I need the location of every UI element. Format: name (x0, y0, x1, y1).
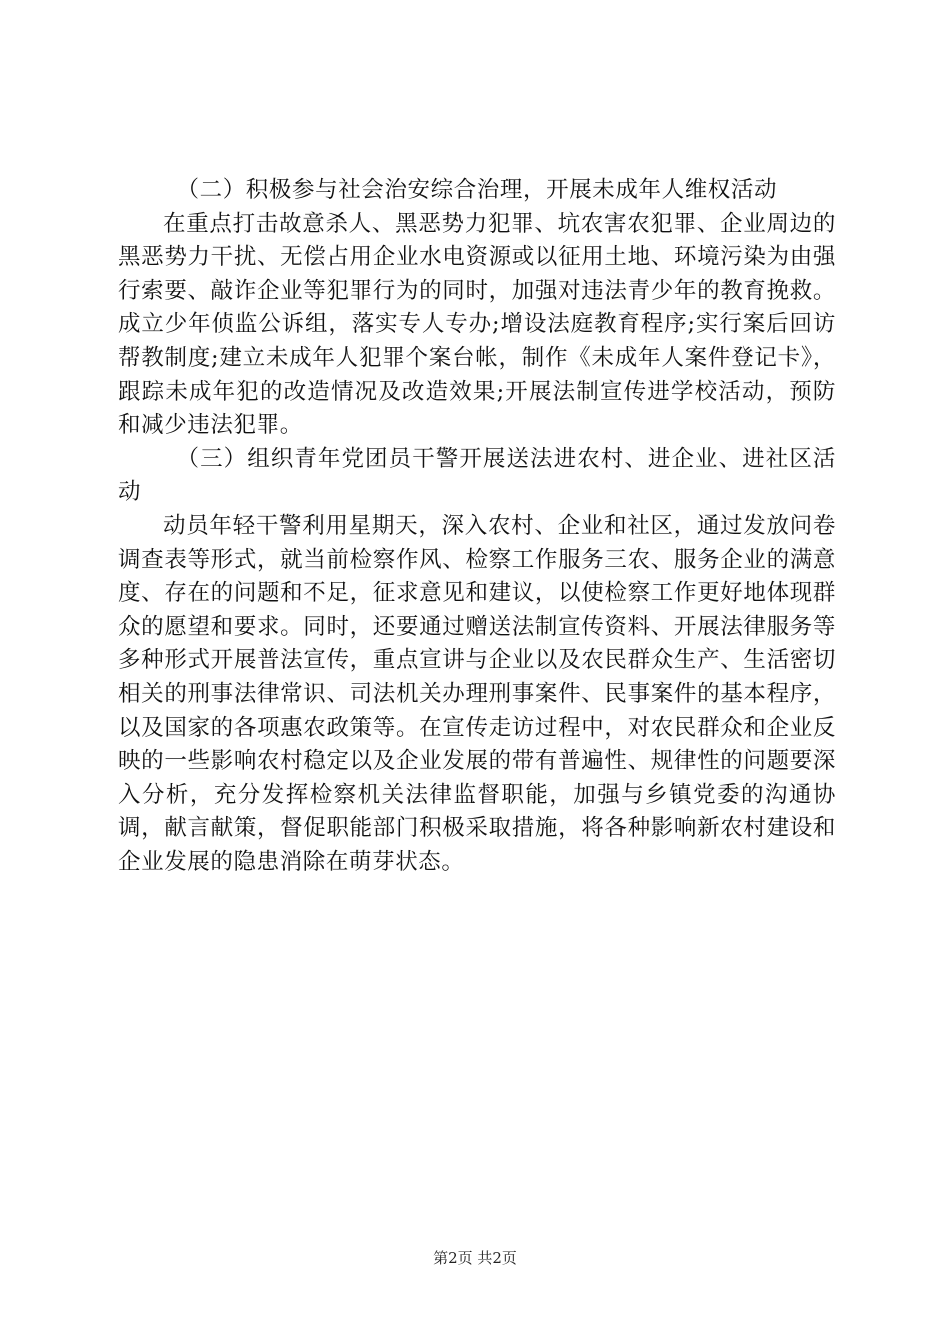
section-heading-2: （二）积极参与社会治安综合治理，开展未成年人维权活动 (176, 177, 778, 203)
document-body (118, 174, 836, 879)
section-paragraph-2: 在重点打击故意杀人、黑恶势力犯罪、坑农害农犯罪、企业周边的黑恶势力干扰、无偿占用企业水电资源或以征用土地、环境污染为由强行索要、敲诈企业等犯罪行为的同时，加强对违法青少年的教育挽救。成立少年侦监公诉组，落实专人专办;增设法庭教育程序;实行案后回访帮教制度;建立未成年人犯罪个案台帐，制作《未成年人案件登记卡》，跟踪未成年犯的改造情况及改造效果;开展法制宣传进学校活动，预防和减少违法犯罪。 (118, 210, 836, 439)
page-footer: 第2页 共2页 (433, 1249, 517, 1267)
section-paragraph-3: 动员年轻干警利用星期天，深入农村、企业和社区，通过发放问卷调查表等形式，就当前检察作风、检察工作服务三农、服务企业的满意度、存在的问题和不足，征求意见和建议，以使检察工作更好地体现群众的愿望和要求。同时，还要通过赠送法制宣传资料、开展法律服务等多种形式开展普法宣传，重点宣讲与企业以及农民群众生产、生活密切相关的刑事法律常识、司法机关办理刑事案件、民事案件的基本程序，以及国家的各项惠农政策等。在宣传走访过程中，对农民群众和企业反映的一些影响农村稳定以及企业发展的带有普遍性、规律性的问题要深入分析，充分发挥检察机关法律监督职能，加强与乡镇党委的沟通协调，献言献策，督促职能部门积极采取措施，将各种影响新农村建设和企业发展的隐患消除在萌芽状态。 (118, 512, 836, 875)
section-heading-3: （三）组织青年党团员干警开展送法进农村、进企业、进社区活动 (118, 445, 836, 506)
